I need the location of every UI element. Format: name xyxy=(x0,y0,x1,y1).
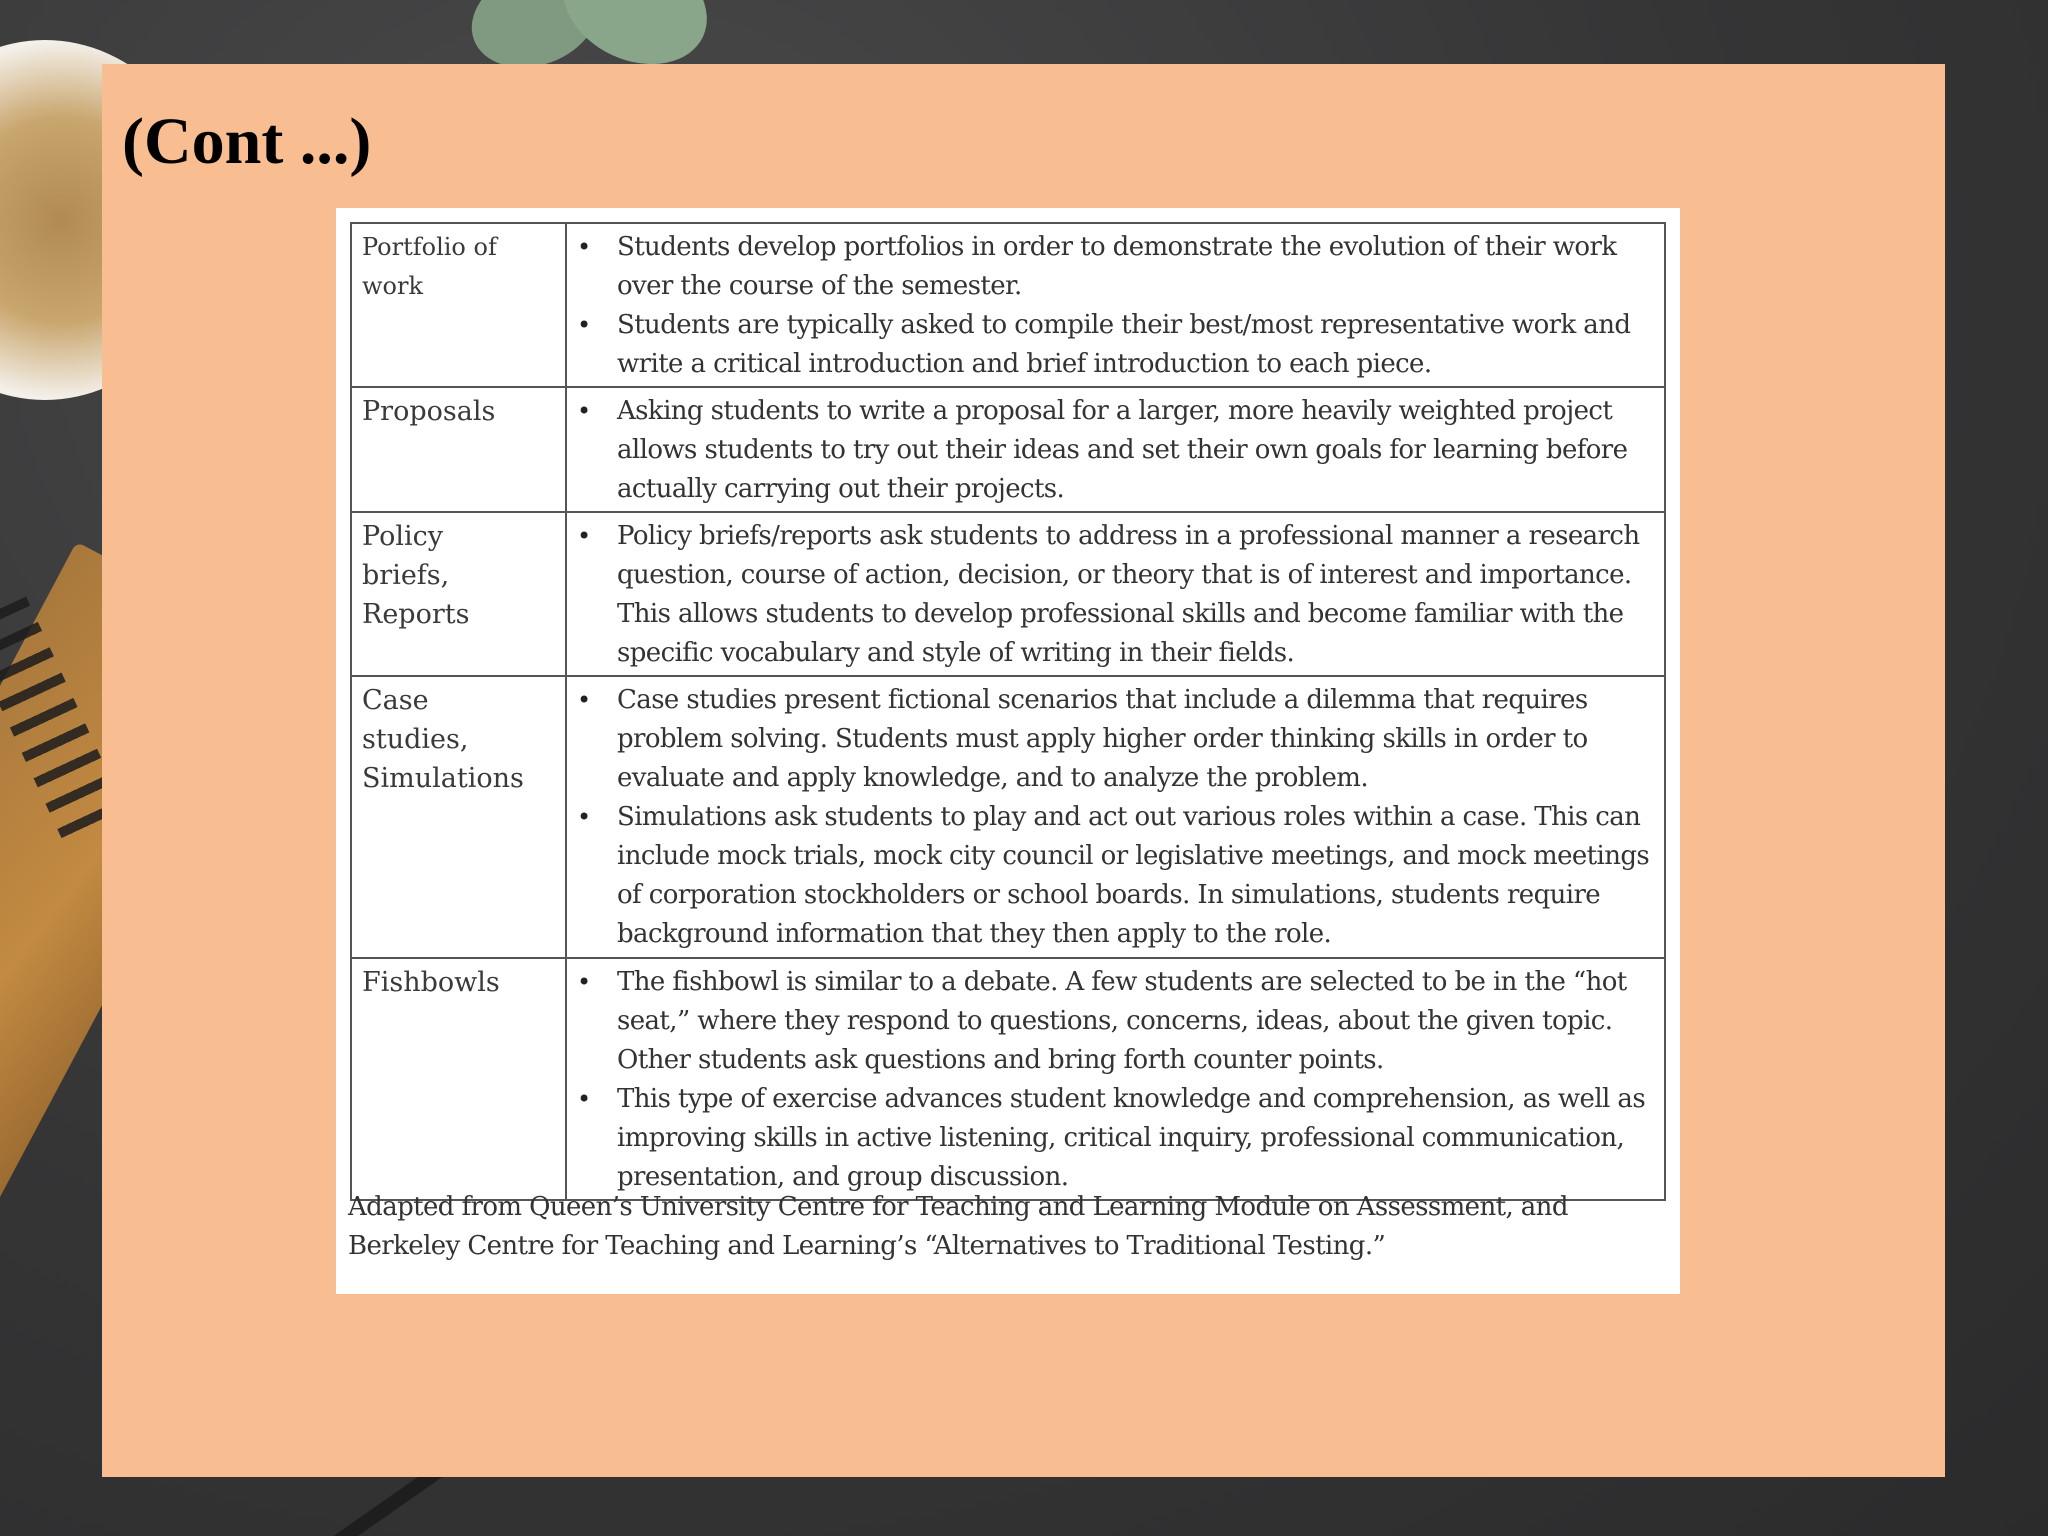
method-name: Proposals xyxy=(362,396,496,427)
description-cell xyxy=(566,958,1665,1200)
slide-title: (Cont ...) xyxy=(122,105,372,178)
bullet-item: • Case studies present fictional scenarios that include a dilemma that requires problem solving. Students must apply higher order thinking skills in order to evaluate and apply knowledge, and to analyze the problem. xyxy=(577,681,1654,798)
assessment-methods-table xyxy=(350,222,1666,1201)
bullet-item: • Students are typically asked to compile their best/most representative work and write a critical introduction and brief introduction to each piece. xyxy=(577,306,1654,384)
method-name: Fishbowls xyxy=(362,967,500,998)
table-row xyxy=(351,676,1665,958)
bullet-list xyxy=(577,228,1654,384)
description-cell xyxy=(566,512,1665,676)
bullet-item: • Policy briefs/reports ask students to address in a professional manner a research question, course of action, decision, or theory that is of interest and importance. This allows students to develop professional skills and become familiar with the specific vocabulary and style of writing in their fields. xyxy=(577,517,1654,673)
method-name: Case studies, Simulations xyxy=(362,685,524,794)
table-row xyxy=(351,958,1665,1200)
assessment-table-panel xyxy=(336,208,1680,1294)
bullet-item: • Simulations ask students to play and act out various roles within a case. This can include mock trials, mock city council or legislative meetings, and mock meetings of corporation stockholders or school boards. In simulations, students require background information that they then apply to the role. xyxy=(577,798,1654,954)
bullet-item: • This type of exercise advances student knowledge and comprehension, as well as improving skills in active listening, critical inquiry, professional communication, presentation, and group discussion. xyxy=(577,1080,1654,1197)
table-row xyxy=(351,387,1665,512)
method-cell xyxy=(351,676,566,958)
method-cell xyxy=(351,958,566,1200)
bullet-item: • Students develop portfolios in order to demonstrate the evolution of their work over the course of the semester. xyxy=(577,228,1654,306)
table-row xyxy=(351,512,1665,676)
bullet-list xyxy=(577,517,1654,673)
method-cell xyxy=(351,223,566,387)
bullet-item: • Asking students to write a proposal for a larger, more heavily weighted project allows students to try out their ideas and set their own goals for learning before actually carrying out their projects. xyxy=(577,392,1654,509)
description-cell xyxy=(566,387,1665,512)
description-cell xyxy=(566,223,1665,387)
bullet-list xyxy=(577,963,1654,1197)
method-name: Policy briefs, Reports xyxy=(362,521,470,630)
slide xyxy=(102,64,1945,1477)
bullet-item: • The fishbowl is similar to a debate. A few students are selected to be in the “hot seat,” where they respond to questions, concerns, ideas, about the given topic. Other students ask questions and bring forth counter points. xyxy=(577,963,1654,1080)
table-row xyxy=(351,223,1665,387)
bullet-list xyxy=(577,681,1654,954)
method-cell xyxy=(351,512,566,676)
description-cell xyxy=(566,676,1665,958)
method-cell xyxy=(351,387,566,512)
method-name: Portfolio of work xyxy=(362,233,497,300)
bullet-list xyxy=(577,392,1654,509)
source-note: Adapted from Queen’s University Centre for Teaching and Learning Module on Assessment, and Berkeley Centre for Teaching and Learning’s “Alternatives to Traditional Testing.” xyxy=(348,1192,1568,1261)
